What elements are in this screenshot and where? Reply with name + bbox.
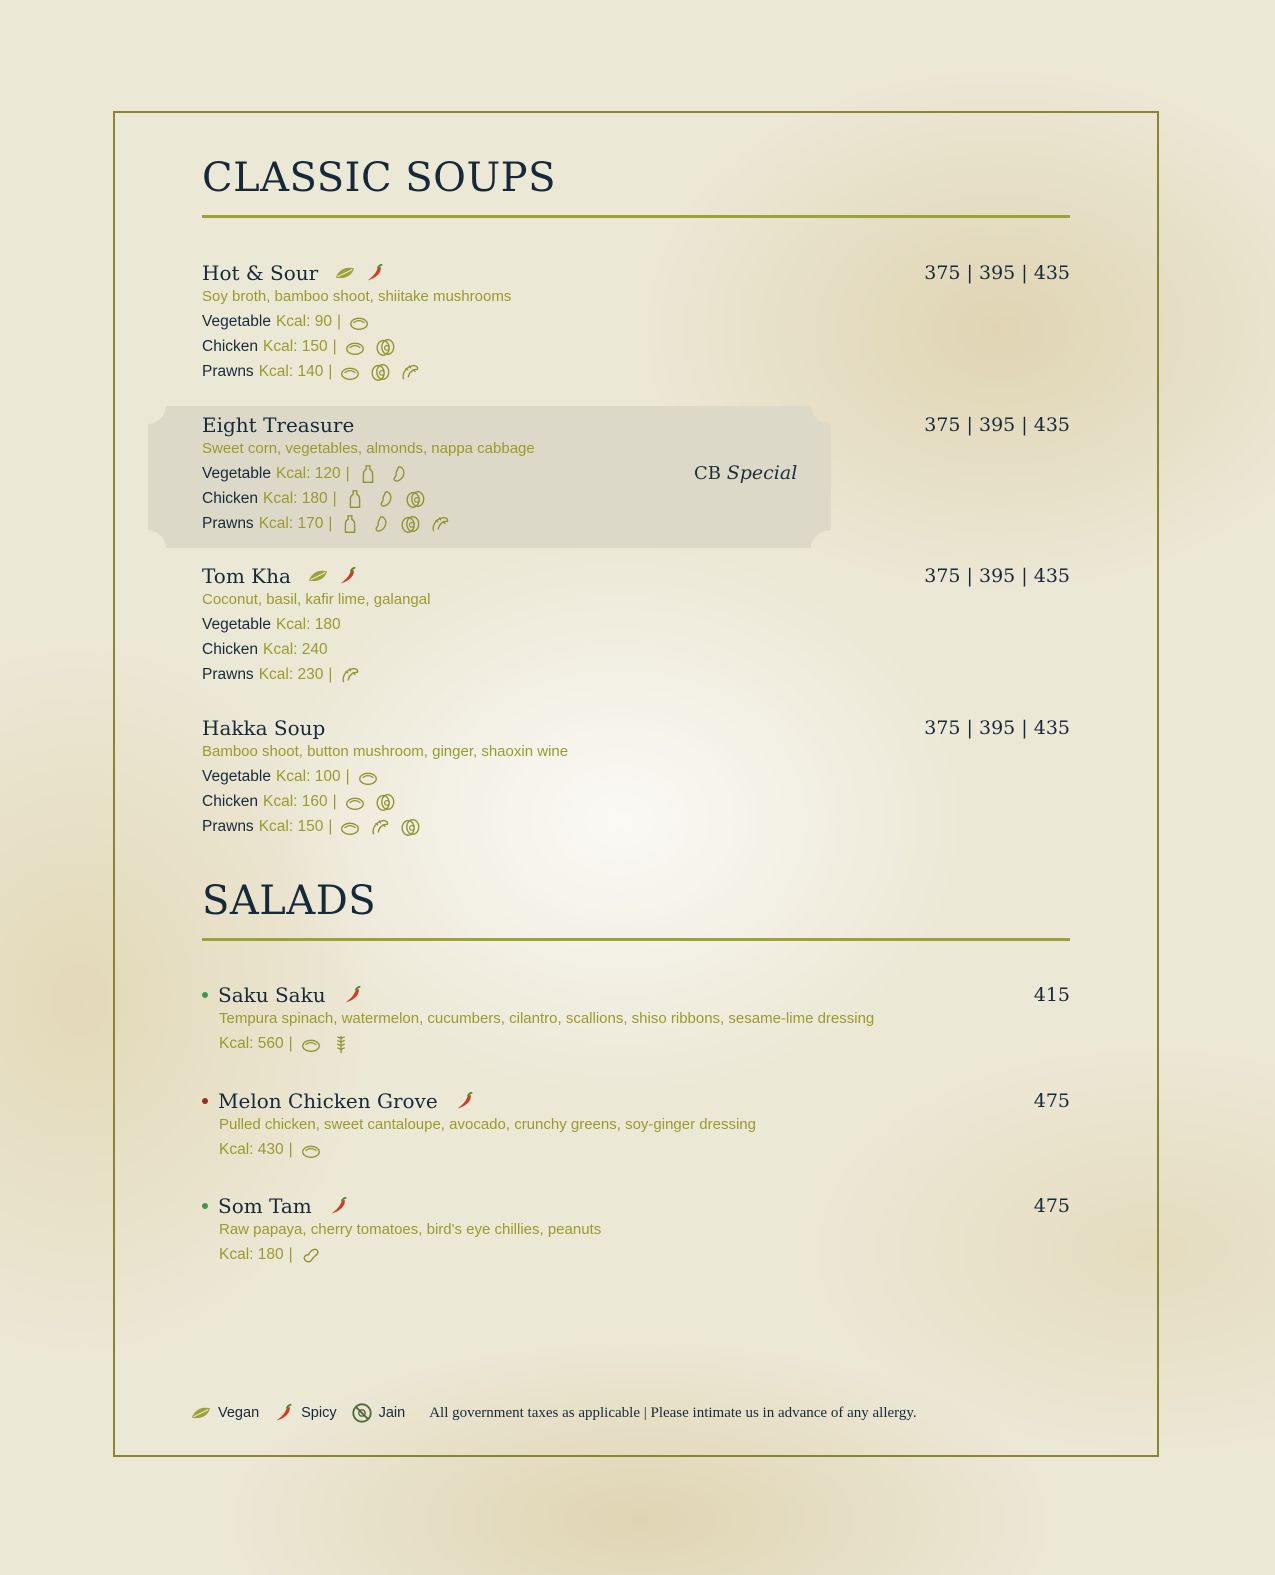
salads-title: SALADS [202, 878, 377, 924]
variant-row [202, 637, 1070, 662]
bottle-icon [344, 488, 366, 510]
variant-name: Chicken [202, 338, 258, 355]
variant-row: Chicken Kcal: 150 | [202, 334, 1070, 359]
kcal-value: Kcal: 430 [219, 1141, 284, 1158]
kcal-row: Kcal: 180 | [202, 1242, 1070, 1267]
variant-name: Vegetable [202, 465, 271, 482]
spicy-icon [337, 565, 359, 587]
item-name: Hakka Soup [202, 716, 326, 740]
spicy-icon [328, 1195, 350, 1217]
shrimp-icon [399, 361, 421, 383]
kcal-value: Kcal: 180 [275, 616, 341, 633]
kcal-value: Kcal: 560 [219, 1035, 284, 1052]
cb-special-script: Special [726, 462, 798, 484]
salads-title-rule [202, 938, 1070, 941]
kcal-value: Kcal: 150 [263, 338, 328, 355]
variant-name: Prawns [202, 666, 254, 683]
soy-icon [300, 1139, 322, 1161]
kcal-value: Kcal: 230 [258, 666, 324, 683]
variant-row: Prawns Kcal: 170 | [202, 511, 1070, 536]
soy-icon [300, 1033, 322, 1055]
nut-icon [387, 463, 409, 485]
egg-icon [399, 513, 421, 535]
item-price: 475 [1033, 1195, 1070, 1217]
item-description: Soy broth, bamboo shoot, shiitake mushrooms [202, 288, 512, 305]
variant-row [202, 612, 1070, 637]
item-name: Tom Kha [202, 564, 291, 588]
variant-name: Vegetable [202, 768, 271, 785]
legend-spicy-label: Spicy [301, 1405, 337, 1421]
soy-icon [357, 766, 379, 788]
kcal-value: Kcal: 120 [275, 465, 341, 482]
item-name: Melon Chicken Grove [218, 1089, 438, 1113]
spicy-icon [364, 262, 386, 284]
egg-icon [374, 336, 396, 358]
variant-row: Vegetable Kcal: 100 | [202, 764, 1070, 789]
kcal-row: Kcal: 430 | [202, 1137, 1070, 1162]
item-price: 475 [1033, 1090, 1070, 1112]
menu-item-tom-kha [202, 563, 1070, 687]
menu-item-saku-saku [202, 982, 1070, 1056]
menu-item-hakka-soup [202, 715, 1070, 839]
cb-special-badge [694, 462, 797, 484]
item-description: Coconut, basil, kafir lime, galangal [202, 591, 431, 608]
variant-row: Chicken Kcal: 180 | [202, 486, 1070, 511]
spicy-icon [454, 1090, 476, 1112]
legend-vegan-label: Vegan [218, 1405, 260, 1421]
non-veg-marker [202, 1098, 208, 1104]
spicy-icon [273, 1402, 295, 1424]
variant-name: Prawns [202, 515, 254, 532]
kcal-row: Kcal: 560 | [202, 1031, 1070, 1056]
soy-icon [339, 816, 361, 838]
veg-marker [202, 1203, 208, 1209]
vegan-icon [307, 565, 329, 587]
soy-icon [344, 791, 366, 813]
variant-row: Vegetable Kcal: 90 | [202, 309, 1070, 334]
variant-row: Vegetable Kcal: 120 | [202, 461, 1070, 486]
soups-title-rule [202, 215, 1070, 218]
legend-jain-label: Jain [378, 1405, 406, 1421]
variant-row: Prawns Kcal: 230 | [202, 662, 1070, 687]
spicy-icon [342, 984, 364, 1006]
shrimp-icon [429, 513, 451, 535]
item-description: Sweet corn, vegetables, almonds, nappa cabbage [202, 440, 535, 457]
peanut-icon [300, 1244, 322, 1266]
variant-name: Vegetable [202, 616, 271, 633]
soups-title: CLASSIC SOUPS [202, 155, 556, 201]
kcal-value: Kcal: 180 [263, 490, 328, 507]
variant-name: Chicken [202, 793, 258, 810]
kcal-value: Kcal: 160 [263, 793, 328, 810]
egg-icon [374, 791, 396, 813]
variant-name: Chicken [202, 641, 258, 658]
item-description: Raw papaya, cherry tomatoes, bird's eye chillies, peanuts [219, 1221, 602, 1238]
item-description: Bamboo shoot, button mushroom, ginger, shaoxin wine [202, 743, 569, 760]
veg-marker [202, 992, 208, 998]
menu-item-hot-and-sour [202, 260, 1070, 384]
vegan-icon [190, 1402, 212, 1424]
vegan-icon [334, 262, 356, 284]
soy-icon [348, 311, 370, 333]
variant-name: Prawns [202, 363, 254, 380]
bottle-icon [339, 513, 361, 535]
shrimp-icon [369, 816, 391, 838]
kcal-value: Kcal: 170 [258, 515, 324, 532]
item-price: 415 [1033, 984, 1070, 1006]
item-description: Tempura spinach, watermelon, cucumbers, cilantro, scallions, shiso ribbons, sesame-lime dressing [219, 1010, 875, 1027]
item-name: Saku Saku [218, 983, 326, 1007]
item-name: Som Tam [218, 1194, 312, 1218]
kcal-value: Kcal: 140 [258, 363, 324, 380]
item-description: Pulled chicken, sweet cantaloupe, avocado, crunchy greens, soy-ginger dressing [219, 1116, 756, 1133]
egg-icon [399, 816, 421, 838]
variant-name: Chicken [202, 490, 258, 507]
variant-name: Prawns [202, 818, 254, 835]
jain-icon [351, 1402, 373, 1424]
bottle-icon [357, 463, 379, 485]
variant-name: Vegetable [202, 313, 271, 330]
nut-icon [369, 513, 391, 535]
kcal-value: Kcal: 150 [258, 818, 324, 835]
item-name: Hot & Sour [202, 261, 319, 285]
legend [190, 1402, 917, 1424]
soy-icon [339, 361, 361, 383]
egg-icon [404, 488, 426, 510]
menu-item-melon-chicken-grove [202, 1088, 1070, 1162]
item-price: 375 | 395 | 435 [924, 262, 1070, 284]
item-price: 375 | 395 | 435 [924, 414, 1070, 436]
nut-icon [374, 488, 396, 510]
wheat-icon [330, 1033, 352, 1055]
shrimp-icon [339, 664, 361, 686]
cb-special-prefix: CB [694, 463, 721, 484]
variant-row: Prawns Kcal: 150 | [202, 814, 1070, 839]
variant-row: Prawns Kcal: 140 | [202, 359, 1070, 384]
egg-icon [369, 361, 391, 383]
item-name: Eight Treasure [202, 413, 355, 437]
variant-row: Chicken Kcal: 160 | [202, 789, 1070, 814]
kcal-value: Kcal: 100 [275, 768, 341, 785]
soy-icon [344, 336, 366, 358]
kcal-value: Kcal: 180 [219, 1246, 284, 1263]
menu-item-som-tam [202, 1193, 1070, 1267]
kcal-value: Kcal: 90 [275, 313, 332, 330]
kcal-value: Kcal: 240 [263, 641, 328, 658]
menu-item-eight-treasure [202, 412, 1070, 536]
item-price: 375 | 395 | 435 [924, 565, 1070, 587]
item-price: 375 | 395 | 435 [924, 717, 1070, 739]
tax-allergy-note: All government taxes as applicable | Please intimate us in advance of any allergy. [429, 1404, 917, 1421]
